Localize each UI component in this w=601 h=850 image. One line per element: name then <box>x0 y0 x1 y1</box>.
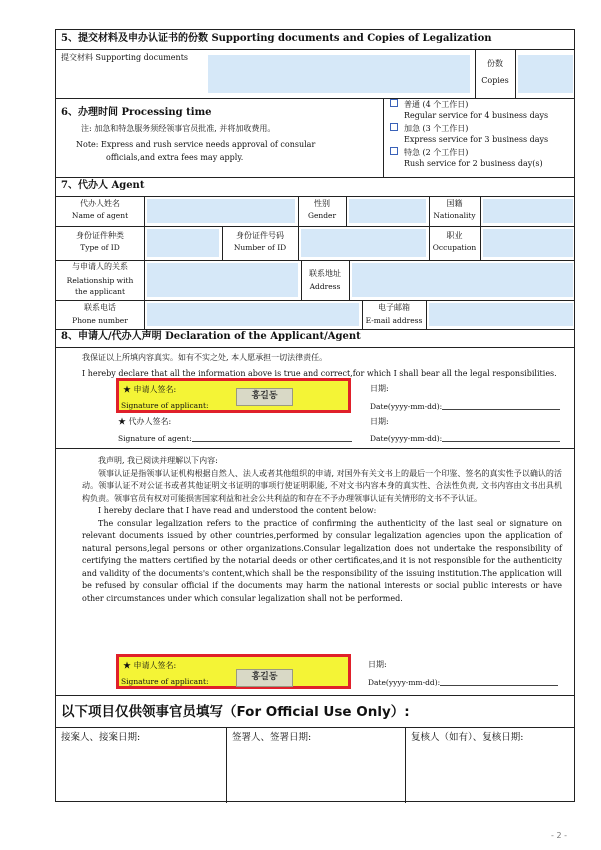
nationality-field[interactable] <box>483 199 573 223</box>
decl-cn-title: 我声明, 我已阅读并理解以下内容: <box>98 456 218 465</box>
gender-en: Gender <box>307 211 337 220</box>
option-express[interactable] <box>390 123 468 134</box>
id-number-en: Number of ID <box>233 243 287 252</box>
option-express-en: Express service for 3 business days <box>404 135 549 144</box>
page-number: - 2 - <box>551 831 567 840</box>
applicant-sig-en-1: Signature of applicant: <box>121 401 209 410</box>
id-number-field[interactable] <box>301 229 426 257</box>
phone-en: Phone number <box>72 316 128 325</box>
applicant-sig-cn-2: ★ 申请人签名: <box>123 661 177 670</box>
copies-label-cn: 份数 <box>487 59 503 68</box>
section5-title: 5、提交材料及申办认证书的份数 Supporting documents and Copies of Legalization <box>61 33 492 44</box>
consular-form <box>55 29 575 802</box>
pledge-cn: 我保证以上所填内容真实。如有不实之处, 本人愿承担一切法律责任。 <box>82 353 328 362</box>
gender-field[interactable] <box>349 199 426 223</box>
date-underline <box>442 401 560 410</box>
applicant-signature-box-2[interactable] <box>116 654 351 689</box>
copies-label-en: Copies <box>481 76 509 85</box>
copies-field[interactable] <box>518 55 573 93</box>
id-number-cn: 身份证件号码 <box>236 231 284 240</box>
email-cn: 电子邮箱 <box>378 303 410 312</box>
applicant-signature-1: 홍길동 <box>236 388 293 406</box>
section7-title: 7、代办人 Agent <box>61 180 145 191</box>
agent-underline <box>192 433 352 442</box>
signer-label: 签署人、签署日期: <box>232 732 312 743</box>
processing-note-cn: 注: 加急和特急服务须经领事官员批准, 并将加收费用。 <box>81 124 276 133</box>
supporting-docs-field[interactable] <box>208 55 470 93</box>
supporting-docs-label: 提交材料 Supporting documents <box>61 53 189 62</box>
occupation-field[interactable] <box>483 229 573 257</box>
date-line-1[interactable] <box>370 401 560 412</box>
date-line-3[interactable] <box>368 677 558 688</box>
receiver-label: 接案人、接案日期: <box>61 732 141 743</box>
date-underline <box>442 433 560 442</box>
occupation-en: Occupation <box>432 243 477 252</box>
applicant-sig-cn-1: ★ 申请人签名: <box>123 385 177 394</box>
date-cn-3: 日期: <box>368 660 387 669</box>
applicant-sig-en-2: Signature of applicant: <box>121 677 209 686</box>
date-cn-2: 日期: <box>370 417 389 426</box>
option-regular-en: Regular service for 4 business days <box>404 111 549 120</box>
relationship-en-2: the applicant <box>74 287 126 296</box>
agent-sig-cn: ★ 代办人签名: <box>118 417 172 426</box>
nationality-cn: 国籍 <box>446 199 463 208</box>
reviewer-label: 复核人（如有）、复核日期: <box>411 732 524 743</box>
date-en-1: Date(yyyy-mm-dd): <box>370 402 443 411</box>
gender-cn: 性别 <box>314 199 330 208</box>
agent-name-field[interactable] <box>147 199 295 223</box>
decl-en-title: I hereby declare that I have read and understood the content below: <box>98 506 377 515</box>
date-underline <box>440 677 558 686</box>
option-rush-cn: 特急 (2 个工作日) <box>404 148 469 157</box>
address-en: Address <box>309 282 341 291</box>
email-en: E-mail address <box>365 316 423 325</box>
option-express-cn: 加急 (3 个工作日) <box>404 124 469 133</box>
email-field[interactable] <box>429 303 573 326</box>
date-en-3: Date(yyyy-mm-dd): <box>368 678 441 687</box>
processing-note-en-1: Note: Express and rush service needs approval of consular <box>76 140 316 149</box>
agent-name-cn: 代办人姓名 <box>80 199 120 208</box>
occupation-cn: 职业 <box>446 231 463 240</box>
relationship-en-1: Relationship with <box>66 276 134 285</box>
agent-sig-en: Signature of agent: <box>118 434 192 443</box>
option-regular-cn: 普通 (4 个工作日) <box>404 100 469 109</box>
id-type-field[interactable] <box>147 229 219 257</box>
official-use-title: 以下项目仅供领事官员填写（For Official Use Only）: <box>61 704 410 720</box>
applicant-signature-2: 홍길동 <box>236 669 293 687</box>
relationship-field[interactable] <box>147 263 298 297</box>
pledge-en: I hereby declare that all the information above is true and correct,for which I shall bear all the legal responsibilities. <box>82 369 557 378</box>
declaration-text <box>82 455 562 605</box>
date-cn-1: 日期: <box>370 384 389 393</box>
option-rush[interactable] <box>390 147 468 158</box>
id-type-cn: 身份证件种类 <box>76 231 124 240</box>
phone-field[interactable] <box>147 303 359 326</box>
regular-checkbox[interactable] <box>390 99 398 107</box>
option-rush-en: Rush service for 2 business day(s) <box>404 159 543 168</box>
agent-name-en: Name of agent <box>71 211 129 220</box>
id-type-en: Type of ID <box>80 243 120 252</box>
address-field[interactable] <box>352 263 573 297</box>
date-en-2: Date(yyyy-mm-dd): <box>370 434 443 443</box>
option-regular[interactable] <box>390 99 468 110</box>
section6-title: 6、办理时间 Processing time <box>61 107 212 118</box>
nationality-en: Nationality <box>433 211 476 220</box>
section8-title: 8、申请人/代办人声明 Declaration of the Applicant/Agent <box>61 331 361 342</box>
express-checkbox[interactable] <box>390 123 398 131</box>
applicant-signature-box-1[interactable] <box>116 378 351 413</box>
date-line-2[interactable] <box>370 433 560 444</box>
address-cn: 联系地址 <box>309 269 341 278</box>
phone-cn: 联系电话 <box>84 303 116 312</box>
decl-cn-body: 领事认证是指领事认证机构根据自然人、法人或者其他组织的申请, 对国外有关文书上的最后一个印鉴、签名的真实性予以确认的活动。领事认证不对公证书或者其他证明文书证明的事项行使证明职能, 不对文书内容本身的真实性、合法性负责, 文书内容由文书出具机构负责。领事官员有权对可能损害国家利益和社会公共利益的和存在不予办理领事认证有关情形的文书不予认证。 <box>82 468 562 503</box>
relationship-cn: 与申请人的关系 <box>72 262 128 271</box>
rush-checkbox[interactable] <box>390 147 398 155</box>
processing-note-en-2: officials,and extra fees may apply. <box>106 153 244 162</box>
decl-en-body: The consular legalization refers to the practice of confirming the authenticity of the last seal or signature on relevant documents issued by other countries,performed by consular legalization agencies upon the application of natural persons,legal persons or other organizations.Consular legalization does not undertake the responsibility of certifying the matters certified by the notarial deeds or other certificates,and it is not responsible for the authenticity and validity of the documents's content,which shall be the responsibility of the issuing institution.The application will be refused by consular official if the documents may harm the national interests or social public interests or have other circumstances under which consular legalization shall not be performed. <box>82 518 562 603</box>
agent-sig-line[interactable] <box>118 433 352 444</box>
